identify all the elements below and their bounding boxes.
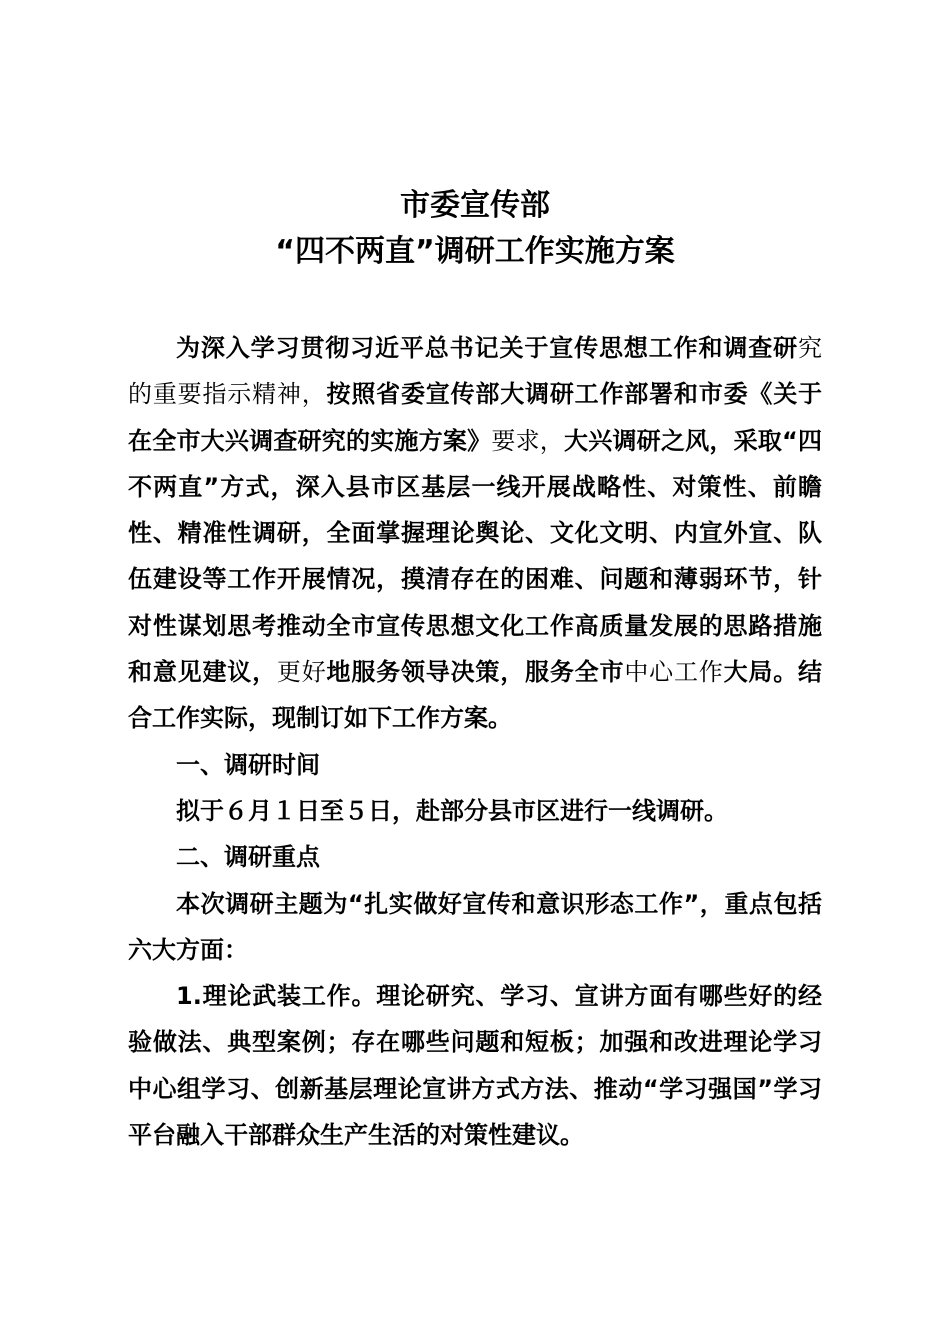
section-heading-time: 一、调研时间 (176, 750, 320, 779)
intro-text-3: 按照省委宣传部大调研工作部署和市委 (326, 380, 749, 409)
intro-text-1: 为深入学习贯彻习近平总书记关于宣传思想工作和调查研 (176, 334, 798, 362)
title-department: 市委宣传部 (400, 188, 550, 223)
intro-text-2: 究的重要指示精神， (128, 334, 822, 409)
title-plan-name: “四不两直”调研工作实施方案 (275, 234, 675, 269)
section-text-time: 拟于６月１日至５日，赴部分县市区进行一线调研。 (176, 796, 728, 825)
section-heading-focus: 二、调研重点 (176, 843, 320, 872)
focus-item-1: 1.理论武装工作。理论研究、学习、宣讲方面有哪些好的经验做法、典型案例；存在哪些问题和短板；加强和改进理论学习中心组学习、创新基层理论宣讲方式方法、推动“学习强国”学习平台融入干部群众生产生活的对策性建议。 (128, 982, 822, 1150)
intro-text-7: 全面掌握理论舆论、文化文明、内宣外宣、队伍建设等工作开展情况，摸清存在的困难、问题和薄弱环节，针对性谋划思考推动全市宣传思想文化工作高质量发展的思路措施和意见建议， (128, 519, 823, 687)
intro-paragraph (128, 325, 822, 742)
document-body (128, 325, 822, 1158)
section-text-focus-intro: 本次调研主题为“扎实做好宣传和意识形态工作”，重点包括六大方面： (128, 889, 822, 964)
intro-text-11: 大局。结合工作实际，现制订如下工作方案。 (128, 658, 823, 733)
intro-text-5: 要求， (491, 426, 565, 455)
intro-text-10: 中心工作 (624, 658, 724, 687)
intro-text-4: 《关于在全市大兴调查研究的实施方案》 (128, 380, 823, 455)
title-block (0, 183, 950, 275)
intro-text-9: 地服务领导决策，服务全市 (326, 658, 625, 687)
intro-text-8: 更好 (276, 658, 327, 687)
intro-text-6: 大兴调研之风，采取“四不两直”方式，深入县市区基层一线开展战略性、对策性、前瞻性、精准性调研， (128, 426, 823, 548)
